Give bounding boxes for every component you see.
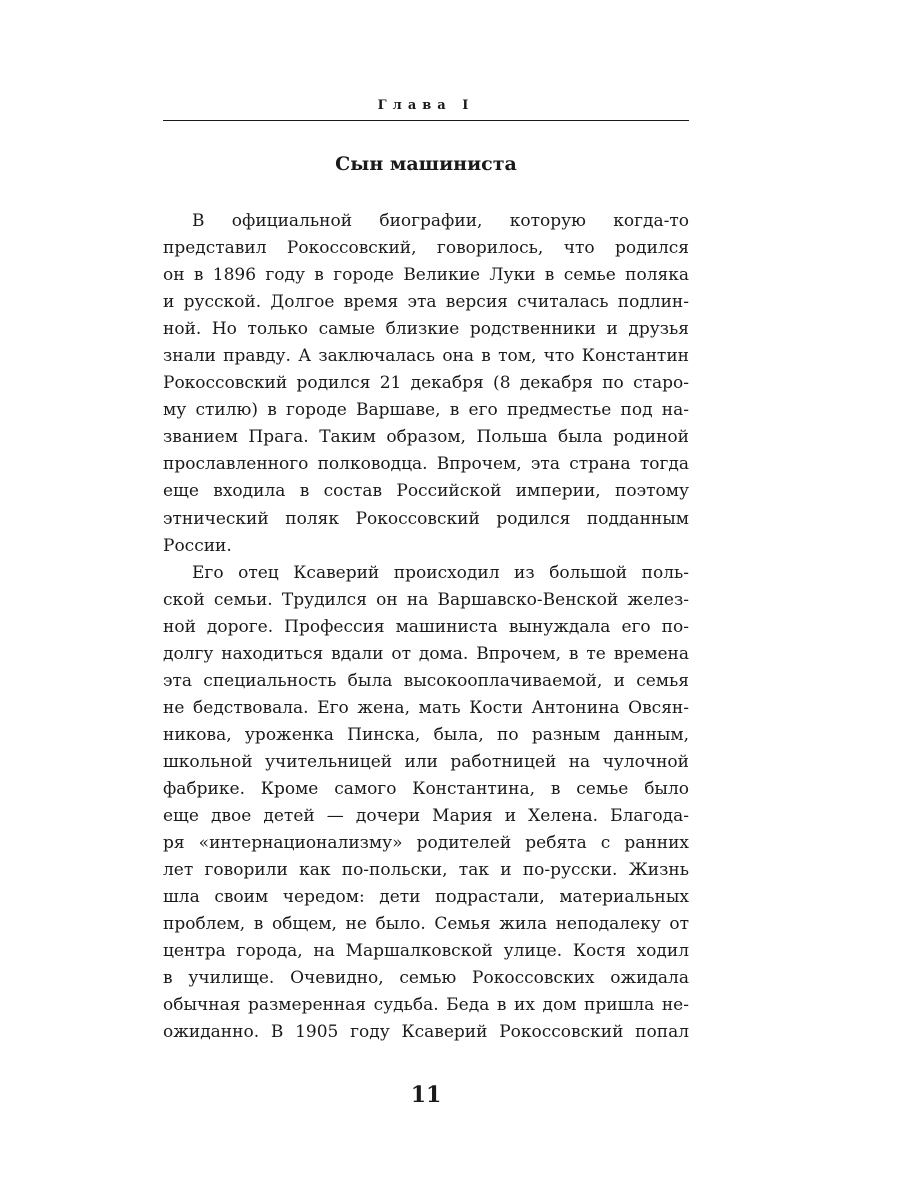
text-line: прославленного полководца. Впрочем, эта страна тогда — [163, 454, 689, 475]
text-line: му стилю) в городе Варшаве, в его предместье под на- — [163, 400, 689, 421]
text-line: званием Прага. Таким образом, Польша была родиной — [163, 427, 689, 448]
text-line: никова, уроженка Пинска, была, по разным данным, — [163, 724, 689, 745]
paragraph-1 — [163, 208, 689, 560]
text-line: В официальной биографии, которую когда-то — [192, 211, 689, 231]
text-line: ной дороге. Профессия машиниста вынуждала его по- — [163, 616, 689, 637]
text-line: и русской. Долгое время эта версия считалась подлин- — [163, 292, 689, 313]
text-line: этнический поляк Рокоссовский родился подданным — [163, 508, 689, 529]
text-line: ря «интернационализму» родителей ребята с ранних — [163, 833, 689, 854]
text-line: ожиданно. В 1905 году Ксаверий Рокоссовский попал — [163, 1022, 689, 1043]
text-line: обычная размеренная судьба. Беда в их дом пришла не- — [163, 995, 689, 1016]
text-line: долгу находиться вдали от дома. Впрочем, в те времена — [163, 643, 689, 664]
text-line: еще входила в состав Российской империи, поэтому — [163, 481, 689, 502]
text-line: Рокоссовский родился 21 декабря (8 декабря по старо- — [163, 373, 689, 394]
page-number: 11 — [410, 1082, 442, 1108]
text-line: в училище. Очевидно, семью Рокоссовских ожидала — [163, 968, 689, 989]
text-line: представил Рокоссовский, говорилось, что родился — [163, 238, 689, 259]
text-line: фабрике. Кроме самого Константина, в семье было — [163, 778, 689, 799]
text-line: ной. Но только самые близкие родственники и друзья — [163, 319, 689, 340]
text-line: знали правду. А заключалась она в том, что Константин — [163, 346, 689, 367]
text-line: лет говорили как по-польски, так и по-русски. Жизнь — [163, 860, 689, 881]
text-line: еще двое детей — дочери Мария и Хелена. Благода- — [163, 806, 689, 827]
body-text — [163, 208, 689, 1046]
chapter-title: Сын машиниста — [335, 153, 517, 175]
text-line: Его отец Ксаверий происходил из большой поль- — [192, 562, 689, 583]
paragraph-2 — [163, 560, 689, 1047]
running-head: Глава I — [377, 98, 475, 113]
text-line: школьной учительницей или работницей на чулочной — [163, 751, 689, 772]
text-line: он в 1896 году в городе Великие Луки в семье поляка — [163, 265, 689, 286]
text-line: не бедствовала. Его жена, мать Кости Антонина Овсян- — [163, 697, 689, 718]
header-rule — [163, 120, 689, 121]
text-line: центра города, на Маршалковской улице. Костя ходил — [163, 941, 689, 962]
text-line: шла своим чередом: дети подрастали, материальных — [163, 887, 689, 908]
text-line: проблем, в общем, не было. Семья жила неподалеку от — [163, 914, 689, 935]
text-line: эта специальность была высокооплачиваемой, и семья — [163, 670, 689, 691]
text-line: ской семьи. Трудился он на Варшавско-Венской желез- — [163, 589, 689, 610]
text-line: России. — [163, 535, 232, 556]
